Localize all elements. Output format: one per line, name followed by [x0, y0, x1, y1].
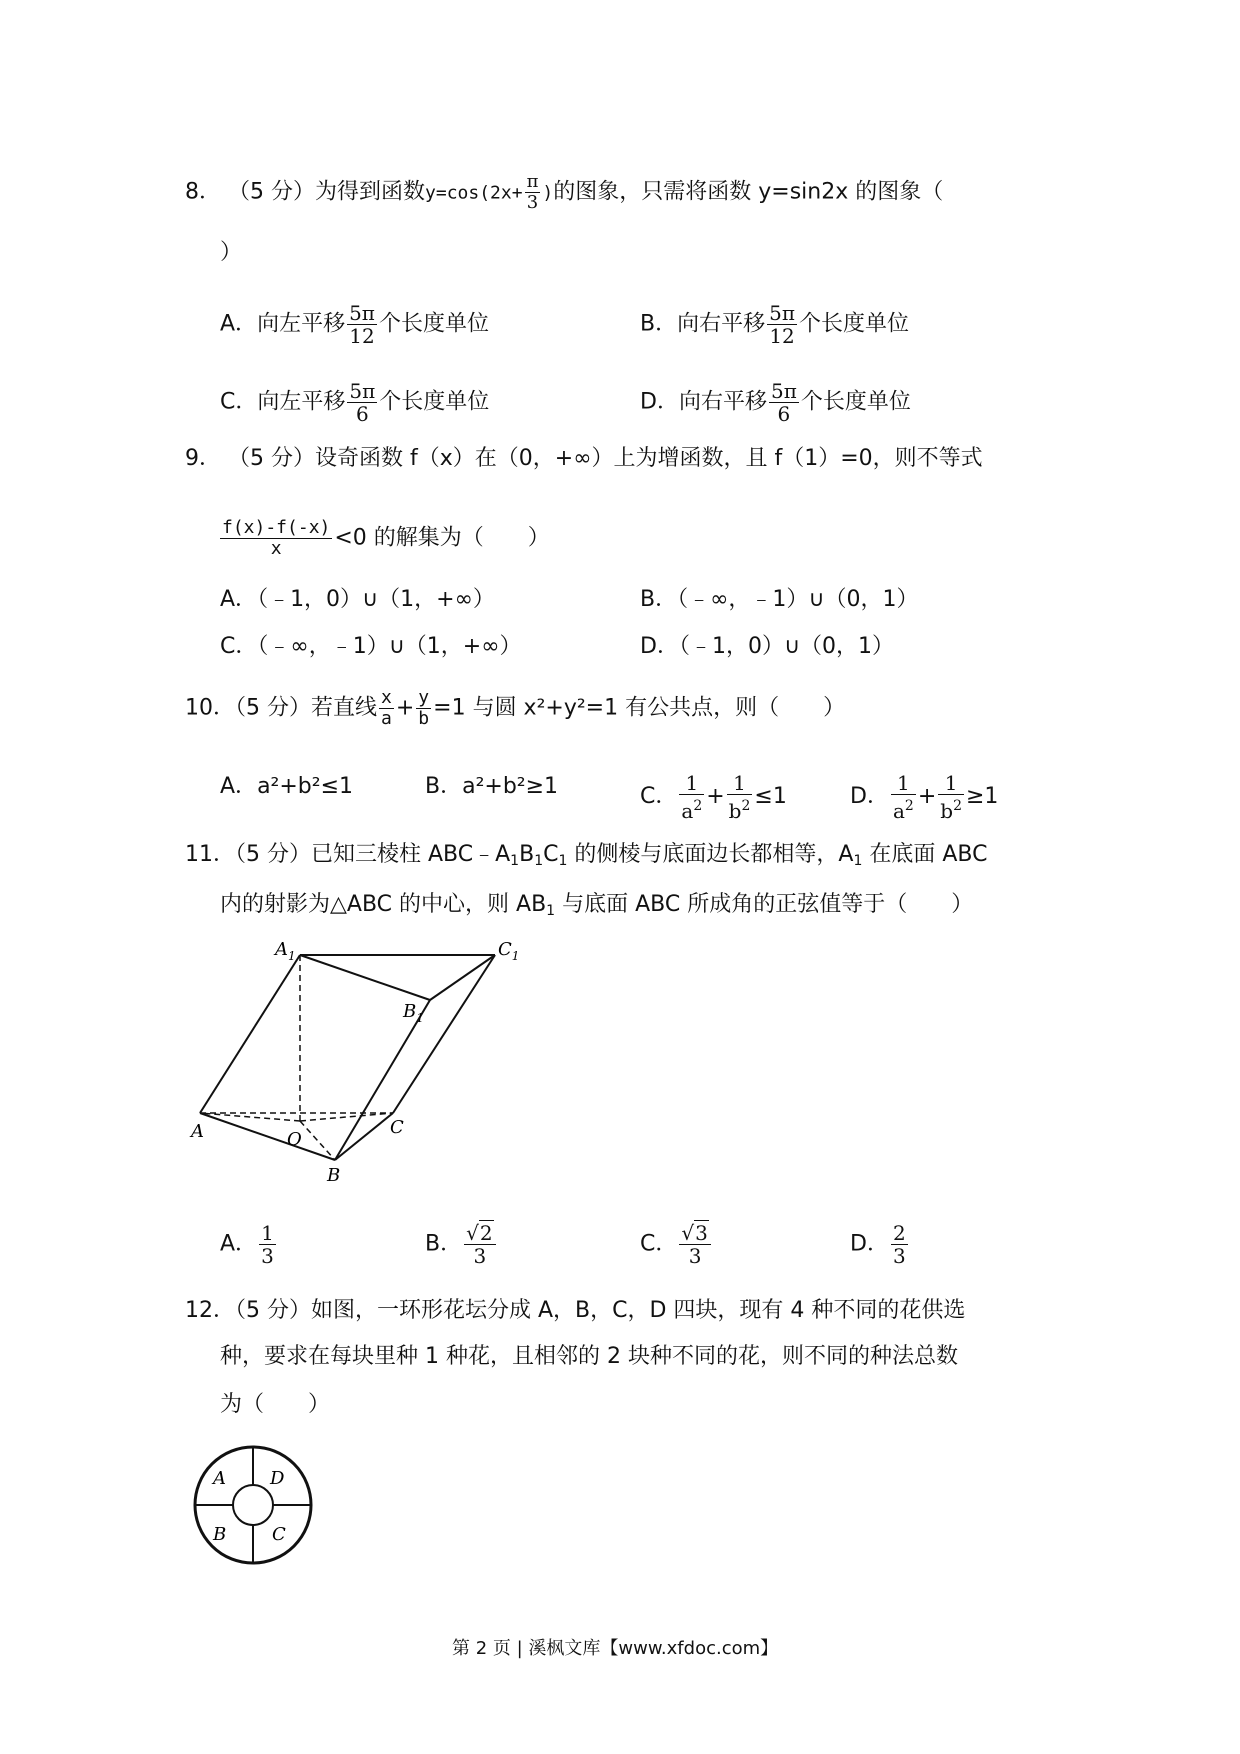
q12-line1: 12．（5 分）如图，一环形花坛分成 A，B，C，D 四块，现有 4 种不同的花供选: [185, 1298, 966, 1323]
label-o: O: [287, 1129, 302, 1150]
q9-score: （5 分）: [228, 446, 315, 471]
q9-option-b[interactable]: B．（﹣∞，﹣1）∪（0，1）: [640, 587, 919, 612]
q10-score: （5 分）: [235, 695, 311, 721]
page-footer: 第 2 页 | 溪枫文库【www.xfdoc.com】: [452, 1638, 779, 1659]
q8-text-a: 为得到函数: [315, 179, 426, 205]
q11-option-a[interactable]: A． $\frac{1}{3}$: [220, 1221, 274, 1268]
q9-number: 9．: [185, 446, 221, 471]
q11-line2: 内的射影为△ABC 的中心，则 $AB_1$ 与底面 ABC 所成角的正弦值等于（ ）: [220, 892, 974, 919]
label-b: B: [327, 1165, 341, 1186]
ring-label-b: B: [213, 1524, 227, 1545]
label-a1: $A_1$: [275, 939, 296, 963]
ring-label-c: C: [272, 1524, 286, 1545]
q11-option-b[interactable]: B． $\frac{√2}{3}$: [425, 1222, 498, 1267]
q9-text-b: <0 的解集为（ ）: [334, 525, 550, 551]
label-c: C: [390, 1117, 404, 1138]
page-number: 第 2 页: [452, 1638, 511, 1659]
q12-line2: 种，要求在每块里种 1 种花，且相邻的 2 块种不同的花，则不同的种法总数: [220, 1344, 958, 1369]
q9-option-a[interactable]: A．（﹣1，0）∪（1，+∞）: [220, 587, 495, 612]
q10-option-d[interactable]: D． $\frac{1}{a^2}$ + $\frac{1}{b^2}$ ≥1: [850, 771, 999, 823]
q8-option-b[interactable]: B．向右平移 $\frac{5\pi}{12}$ 个长度单位: [640, 301, 909, 348]
q9-option-c[interactable]: C．（﹣∞，﹣1）∪（1，+∞）: [220, 634, 522, 659]
q8-text-b: 的图象，只需将函数 y=sin2x 的图象（: [553, 179, 944, 205]
q12-ring-figure: [188, 1440, 318, 1570]
q9-line1: [185, 444, 983, 474]
ring-label-a: A: [213, 1468, 226, 1489]
q8-func-frac: $\frac{\pi}{3}$: [526, 171, 539, 213]
q11-option-c[interactable]: C． $\frac{√3}{3}$: [640, 1222, 713, 1267]
q10-option-b[interactable]: B．a²+b²≥1: [425, 774, 559, 799]
q12-line3: 为（ ）: [220, 1392, 331, 1417]
q11-line1: 11．（5 分）已知三棱柱 $ABC﹣A_1B_1C_1$ 的侧棱与底面边长都相等，$A_1$ 在底面 ABC: [185, 842, 988, 869]
q8-line1: 8． （5 分）为得到函数y=cos(2x+ $\frac{\pi}{3}$ )的图象，只需将函数 y=sin2x 的图象（: [185, 171, 944, 213]
q11-prism-figure: [185, 935, 545, 1195]
q10-number: 10．: [185, 695, 235, 721]
label-b1: $B_1$: [403, 1001, 424, 1025]
q9-inequality: $\frac{f(x)-f(-x)}{x}$: [222, 517, 331, 559]
q8-number: 8．: [185, 179, 221, 205]
q8-option-c[interactable]: C．向左平移 $\frac{5\pi}{6}$ 个长度单位: [220, 379, 490, 426]
q8-score: （5 分）: [228, 179, 315, 205]
q8-line2: ）: [220, 240, 243, 265]
label-a: A: [191, 1121, 204, 1142]
q9-line2: [218, 518, 550, 559]
q8-option-d[interactable]: D．向右平移 $\frac{5\pi}{6}$ 个长度单位: [640, 379, 911, 426]
q10-option-a[interactable]: A．a²+b²≤1: [220, 774, 354, 799]
site-name: 溪枫文库: [528, 1638, 601, 1659]
q9-option-d[interactable]: D．（﹣1，0）∪（0，1）: [640, 634, 895, 659]
q11-option-d[interactable]: D． $\frac{2}{3}$: [850, 1221, 906, 1268]
q10-option-c[interactable]: C． $\frac{1}{a^2}$ + $\frac{1}{b^2}$ ≤1: [640, 771, 787, 823]
label-c1: $C_1$: [498, 939, 520, 963]
ring-label-d: D: [270, 1468, 285, 1489]
q8-option-a[interactable]: A．向左平移 $\frac{5\pi}{12}$ 个长度单位: [220, 301, 489, 348]
q10-line1: 10．（5 分）若直线 $\frac{x}{a}$ + $\frac{y}{b}$ =1 与圆 x²+y²=1 有公共点，则（ ）: [185, 687, 846, 729]
site-url[interactable]: 【www.xfdoc.com】: [600, 1638, 779, 1659]
q9-text-a: 设奇函数 f（x）在（0，+∞）上为增函数，且 f（1）=0，则不等式: [315, 446, 983, 471]
q8-func-prefix: y=cos(2x+: [425, 182, 523, 204]
